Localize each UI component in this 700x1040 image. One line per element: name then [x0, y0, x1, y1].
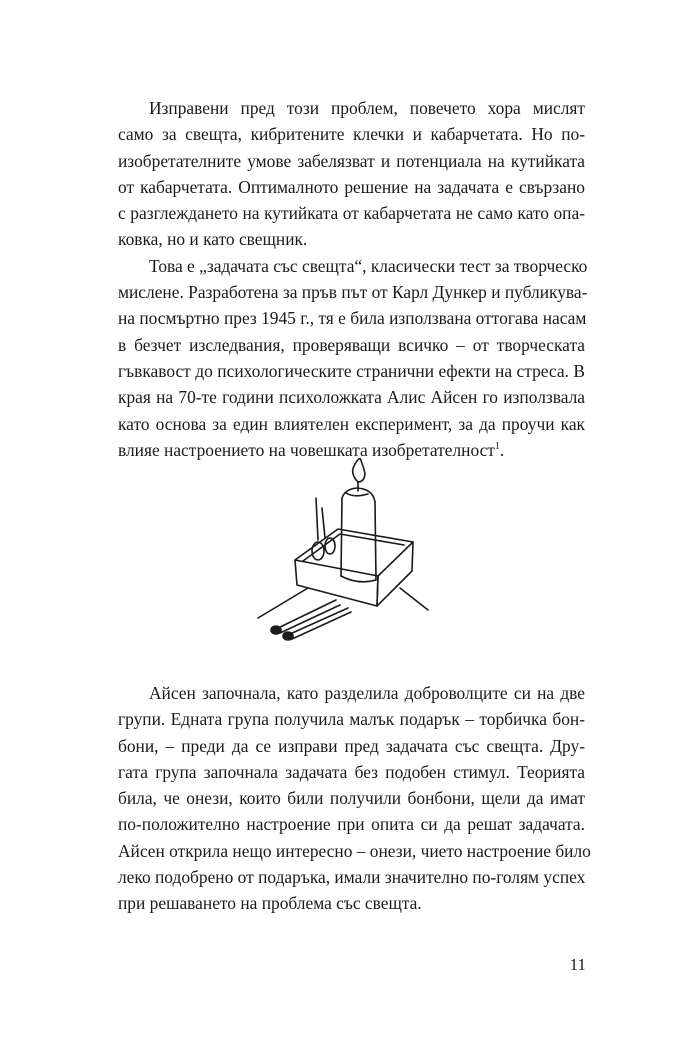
- text-line: Айсен започнала, като разделила доброволците си на две: [149, 683, 585, 703]
- text-line: Изправени пред този проблем, повечето хора мислят: [149, 98, 585, 118]
- text-line: от кабарчетата. Оптималното решение на задачата е свързано: [118, 176, 585, 197]
- paragraph-3: [118, 680, 591, 917]
- text-line: като основа за един влиятелен експеримент, за да проучи как: [118, 413, 585, 434]
- text-line: бони, – преди да се изправи пред задачата със свещта. Дру-: [118, 735, 585, 756]
- text-line: в безчет изследвания, проверяващи всичко – от творческата: [118, 334, 585, 355]
- candle-box-drawing-icon: [250, 458, 450, 643]
- text-line: с разглеждането на кутийката от кабарчетата не само като опа-: [118, 203, 585, 224]
- paragraph-2: [118, 253, 588, 463]
- text-line: само за свещта, кибритените клечки и кабарчетата. Но по-: [118, 124, 585, 145]
- text-line: по-положително настроение при опита си да решат задачата.: [118, 814, 585, 835]
- text-line: Това е „задачата със свещта“, класически тест за творческо: [149, 255, 588, 276]
- text-line: групи. Едната група получила малък подарък – торбичка бон-: [118, 709, 585, 730]
- text-line: мислене. Разработена за пръв път от Карл Дункер и публикува-: [118, 282, 588, 303]
- lower-text: [118, 680, 591, 917]
- upper-text: [118, 95, 588, 463]
- footnote-marker[interactable]: 1: [494, 441, 500, 453]
- text-line: Айсен открила нещо интересно – онези, чието настроение било: [118, 840, 591, 861]
- text-line: влияе настроението на човешката изобретателност: [118, 439, 495, 460]
- text-line: била, че онези, които били получили бонбони, щели да имат: [118, 788, 585, 809]
- text-line: изобретателните умове забелязват и потенциала на кутийката: [118, 150, 585, 171]
- text-line: на посмъртно през 1945 г., тя е била използвана оттогава насам: [118, 308, 587, 329]
- text-line: гата група започнала задачата без подобен стимул. Теорията: [118, 761, 585, 782]
- text-line: леко подобрено от подаръка, имали значително по-голям успех: [118, 867, 586, 888]
- paragraph-1: [118, 95, 585, 253]
- text-line: края на 70-те години психоложката Алис Айсен го използвала: [118, 387, 585, 408]
- page-number: 11: [569, 955, 586, 974]
- text-line-with-footnote: влияе настроението на човешката изобретателност$^1$.: [118, 439, 505, 460]
- text-line: гъвкавост до психологическите странични ефекти на стреса. В: [118, 360, 585, 381]
- text-line: при решаването на проблема със свещта.: [118, 893, 422, 914]
- text-line: ковка, но и като свещник.: [118, 229, 308, 250]
